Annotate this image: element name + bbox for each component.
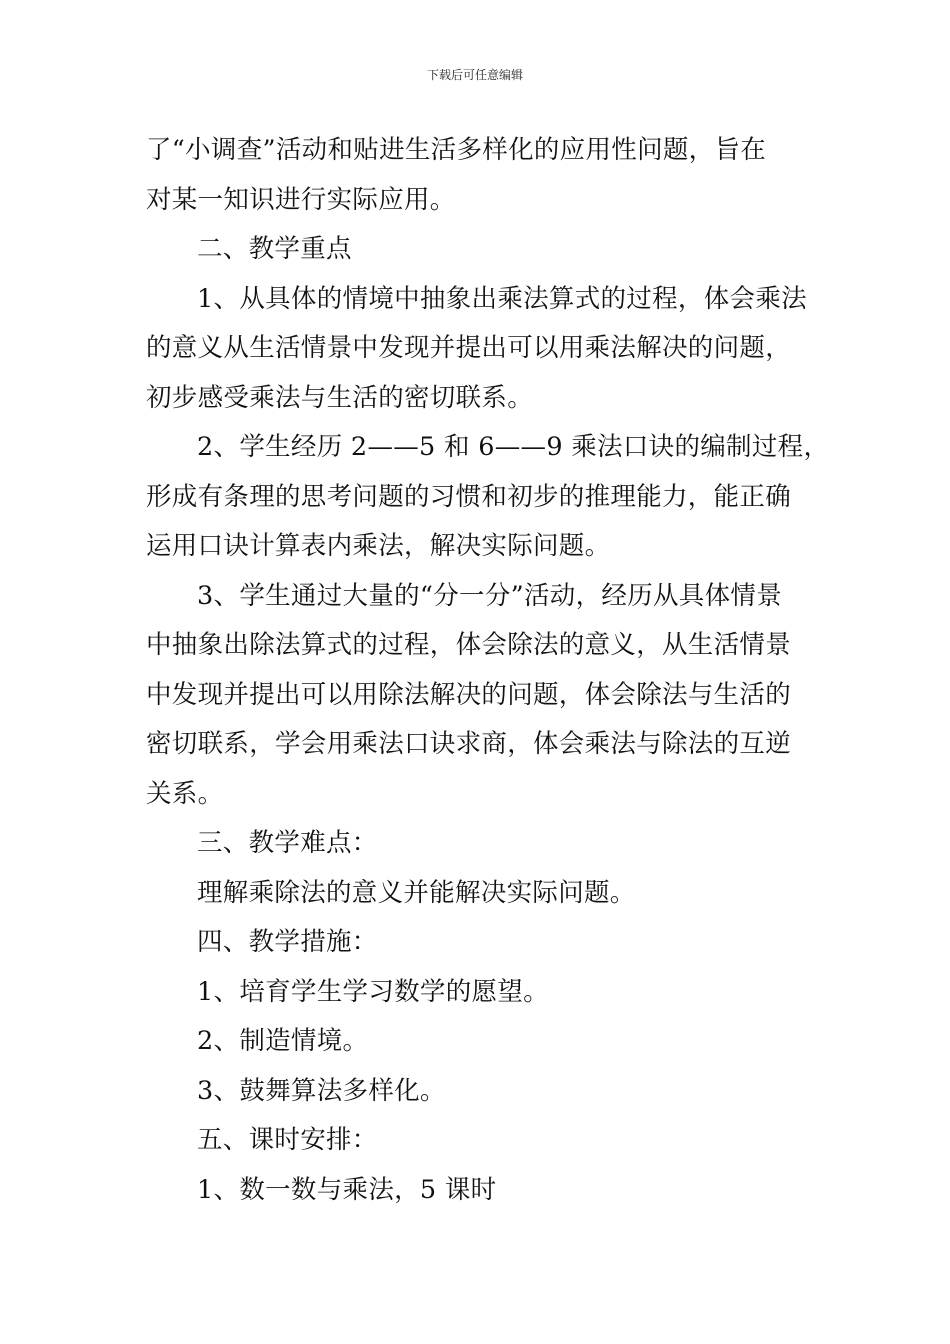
text-line: 初步感受乘法与生活的密切联系。 xyxy=(146,382,534,413)
text-line: 中抽象出除法算式的过程，体会除法的意义，从生活情景 xyxy=(146,630,792,660)
list-item: 1、培育学生学习数学的愿望。 xyxy=(197,976,549,1007)
text-line: 对某一知识进行实际应用。 xyxy=(146,184,456,215)
text-line: 1、从具体的情境中抽象出乘法算式的过程，体会乘法 xyxy=(197,283,807,314)
text-line: 中发现并提出可以用除法解决的问题，体会除法与生活的 xyxy=(146,679,792,710)
list-item: 3、鼓舞算法多样化。 xyxy=(197,1075,446,1106)
text-line: 3、学生通过大量的“分一分”活动，经历从具体情景 xyxy=(197,580,782,611)
section-heading: 五、课时安排： xyxy=(197,1125,378,1155)
text-line: 了“小调查”活动和贴进生活多样化的应用性问题，旨在 xyxy=(146,135,767,165)
text-line: 的意义从生活情景中发现并提出可以用乘法解决的问题， xyxy=(146,333,792,363)
list-item: 1、数一数与乘法，5 课时 xyxy=(197,1174,497,1205)
text-line: 密切联系，学会用乘法口诀求商，体会乘法与除法的互逆 xyxy=(146,729,792,759)
section-heading: 三、教学难点： xyxy=(197,828,378,858)
text-line: 关系。 xyxy=(146,778,224,809)
text-line: 形成有条理的思考问题的习惯和初步的推理能力，能正确 xyxy=(146,481,792,512)
text-line: 2、学生经历 2——5 和 6——9 乘法口诀的编制过程， xyxy=(197,432,830,462)
section-heading: 四、教学措施： xyxy=(197,927,378,957)
text-line: 运用口诀计算表内乘法，解决实际问题。 xyxy=(146,531,611,561)
document-body xyxy=(146,126,830,1215)
list-item: 2、制造情境。 xyxy=(197,1026,369,1056)
text-line: 理解乘除法的意义并能解决实际问题。 xyxy=(197,877,636,908)
section-heading: 二、教学重点 xyxy=(197,234,352,264)
page-header: 下载后可任意编辑 xyxy=(426,68,523,82)
